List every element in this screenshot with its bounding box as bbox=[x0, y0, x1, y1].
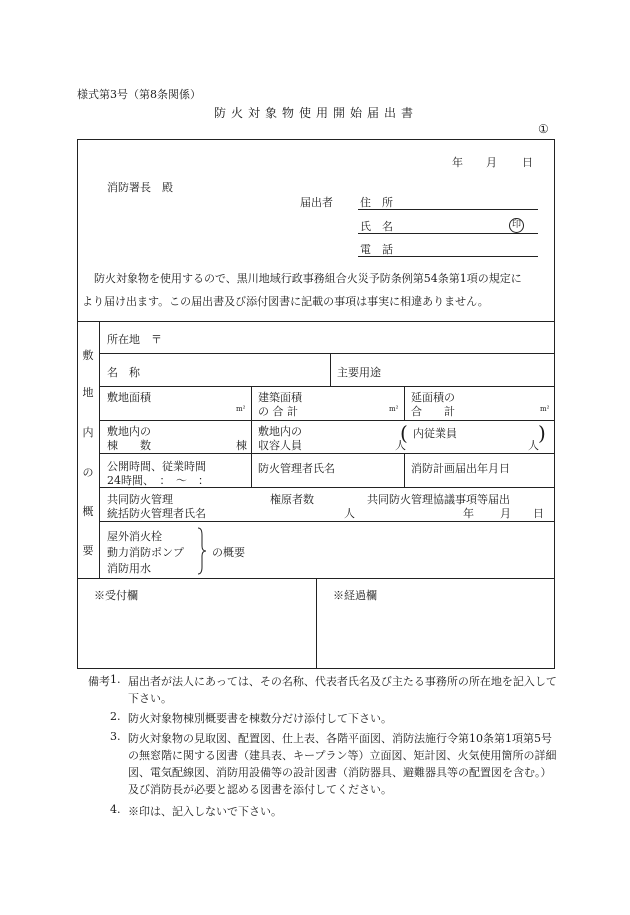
addressee: 消防署長 殿 bbox=[107, 181, 173, 194]
note-text: ※印は、記入しないで下さい。 bbox=[128, 805, 282, 818]
name-label: 氏 名 bbox=[360, 220, 393, 233]
note-text: 届出者が法人にあっては、その名称、代表者氏名及び主たる事務所の所在地を記入して下さい。 bbox=[128, 675, 557, 705]
plan-date-label: 消防計画届出年月日 bbox=[411, 462, 510, 475]
statement-line-2: より届け出ます。この届出書及び添付図書に記載の事項は事実に相違ありません。 bbox=[82, 295, 489, 308]
main-use-label: 主要用途 bbox=[337, 366, 381, 379]
buildings-label: 棟 数 bbox=[107, 439, 151, 452]
brace-icon bbox=[196, 527, 208, 575]
side-label: の bbox=[82, 466, 94, 479]
col-line bbox=[404, 453, 405, 487]
notes-label: 備考 bbox=[88, 675, 110, 688]
rights-holders-label: 権原者数 bbox=[270, 493, 314, 506]
form-number: 様式第3号（第8条関係） bbox=[77, 88, 201, 101]
hours-label: 公開時間、従業時間 bbox=[107, 460, 206, 473]
building-unit: 棟 bbox=[236, 439, 247, 452]
person-unit: 人 bbox=[395, 439, 406, 452]
seal-icon: 印 bbox=[509, 218, 524, 233]
name-field-label: 名 称 bbox=[107, 366, 140, 379]
hydrant-label: 屋外消火栓 bbox=[107, 530, 162, 543]
side-label: 要 bbox=[82, 544, 94, 557]
notifier-label: 届出者 bbox=[300, 196, 333, 209]
reception-label: ※受付欄 bbox=[94, 589, 138, 602]
building-area-label: の 合 計 bbox=[258, 405, 298, 418]
col-line bbox=[99, 321, 100, 578]
row-line bbox=[77, 321, 555, 322]
location-label: 所在地 〒 bbox=[107, 333, 162, 346]
joint-label: 統括防火管理者氏名 bbox=[107, 507, 206, 520]
side-label: 内 bbox=[82, 426, 94, 439]
sq-unit: m² bbox=[236, 405, 246, 413]
address-line bbox=[358, 209, 538, 210]
date-month: 月 bbox=[486, 156, 497, 169]
joint-doc-label: 共同防火管理協議事項等届出 bbox=[367, 493, 510, 506]
date-month: 月 bbox=[500, 507, 511, 520]
statement-line-1: 防火対象物を使用するので、黒川地域行政事務組合火災予防条例第54条第1項の規定に bbox=[94, 272, 522, 285]
building-area-label: 建築面積 bbox=[258, 391, 302, 404]
address-label: 住 所 bbox=[360, 196, 393, 209]
date-year: 年 bbox=[452, 156, 463, 169]
row-line bbox=[99, 521, 555, 522]
note-text: 防火対象物棟別概要書を棟数分だけ添付して下さい。 bbox=[128, 712, 392, 725]
form-title: 防火対象物使用開始届出書 bbox=[214, 106, 419, 120]
note-number: 3. bbox=[110, 730, 121, 743]
note-number: 1. bbox=[110, 673, 121, 686]
side-label: 地 bbox=[82, 386, 94, 399]
col-line bbox=[404, 386, 405, 420]
phone-label: 電 話 bbox=[360, 243, 393, 256]
col-line bbox=[316, 578, 317, 669]
row-line bbox=[99, 386, 555, 387]
row-line bbox=[99, 453, 555, 454]
employees-label: 内従業員 bbox=[413, 427, 457, 440]
hours-value: 24時間、 ： 〜 ： bbox=[107, 474, 209, 487]
buildings-label: 敷地内の bbox=[107, 425, 151, 438]
overview-label: の概要 bbox=[212, 546, 245, 559]
manager-name-label: 防火管理者氏名 bbox=[258, 462, 335, 475]
name-line bbox=[358, 233, 538, 234]
col-line bbox=[330, 353, 331, 386]
circle-mark: ① bbox=[538, 122, 549, 136]
note-number: 2. bbox=[110, 710, 121, 723]
note-text: 防火対象物の見取図、配置図、仕上表、各階平面図、消防法施行令第10条第1項第5号の無窓階に関する図書（建具表、キープラン等）立面図、矩計図、火気使用箇所の詳細図、電気配線図、消防用設備等の設計図書（消防器具、避難器具等の配置図を含む。）及び消防長が必要と認める図書を添付してください。 bbox=[128, 732, 557, 796]
phone-line bbox=[358, 256, 538, 257]
seal-mark bbox=[509, 217, 524, 233]
capacity-label: 敷地内の bbox=[258, 425, 302, 438]
person-unit: 人 bbox=[528, 439, 539, 452]
paren-left: ( bbox=[400, 421, 408, 445]
pump-label: 動力消防ポンプ bbox=[107, 546, 184, 559]
progress-label: ※経過欄 bbox=[333, 589, 377, 602]
capacity-label: 収容人員 bbox=[258, 439, 302, 452]
sq-unit: m² bbox=[540, 405, 550, 413]
col-line bbox=[251, 386, 252, 487]
floor-area-label: 延面積の bbox=[411, 391, 455, 404]
water-label: 消防用水 bbox=[107, 562, 151, 575]
note-number: 4. bbox=[110, 803, 121, 816]
sq-unit: m² bbox=[389, 405, 399, 413]
paren-right: ) bbox=[538, 421, 546, 445]
site-area-label: 敷地面積 bbox=[107, 391, 151, 404]
date-day: 日 bbox=[522, 156, 533, 169]
date-year: 年 bbox=[463, 507, 474, 520]
date-day: 日 bbox=[533, 507, 544, 520]
side-label: 概 bbox=[82, 505, 94, 518]
person-unit: 人 bbox=[344, 507, 355, 520]
floor-area-label: 合 計 bbox=[411, 405, 455, 418]
joint-label: 共同防火管理 bbox=[107, 493, 173, 506]
row-line bbox=[99, 420, 555, 421]
side-label: 敷 bbox=[82, 349, 94, 362]
row-line bbox=[99, 353, 555, 354]
